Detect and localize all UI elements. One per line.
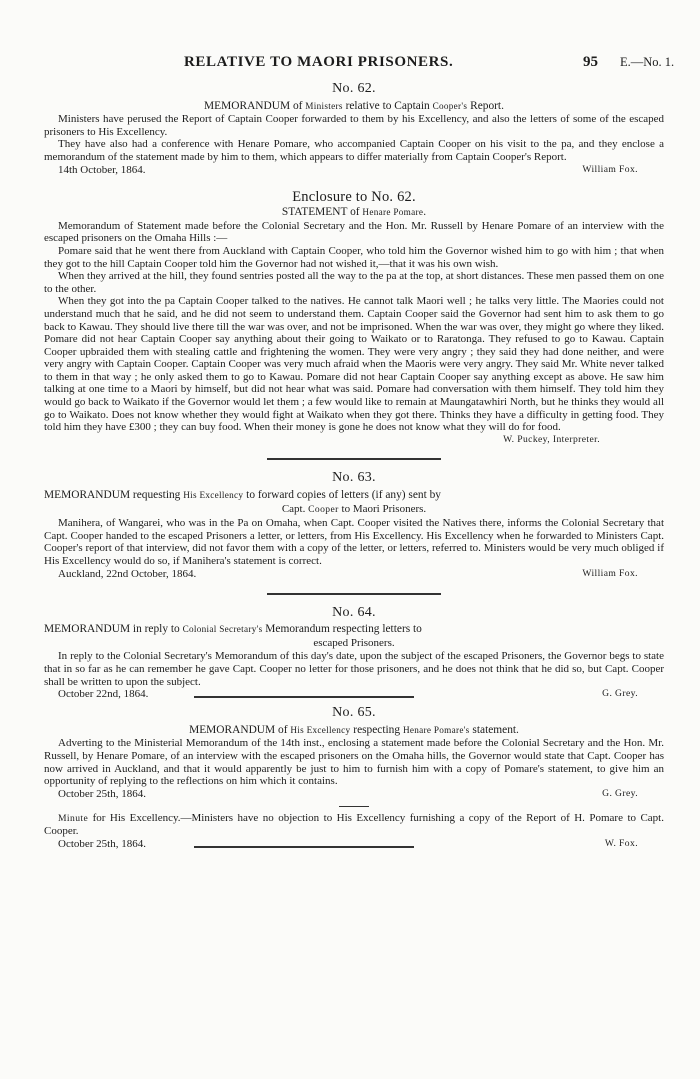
section-number: No. 65. xyxy=(332,705,376,721)
memo-date: October 22nd, 1864. xyxy=(58,688,149,701)
paragraph: When they arrived at the hill, they found sentries posted all the way to the pa at the top, at short distances. These men passed them on one to the other. xyxy=(44,270,664,295)
date-signature-row xyxy=(44,164,664,177)
section-heading: MEMORANDUM requesting His Excellency to forward copies of letters (if any) sent by xyxy=(44,489,442,502)
paragraph: Pomare said that he went there from Auckland with Captain Cooper, who told him the Governor wished him to go with him ; that when they got to the hill Captain Cooper told him the Governor had not wished it,—that it was his own wish. xyxy=(44,244,664,270)
date-signature-row xyxy=(44,568,664,581)
page-number: 95 xyxy=(583,54,598,70)
section-divider xyxy=(267,593,441,595)
memo-date: October 25th, 1864. xyxy=(58,787,146,800)
section-heading: STATEMENT of Henare Pomare. xyxy=(281,206,427,219)
section-no-65 xyxy=(44,707,664,801)
minute-text: for His Excellency.—Ministers have no objection to His Excellency furnishing a copy of the Report of H. Pomare to Capt. Cooper. xyxy=(44,811,664,838)
section-number: No. 64. xyxy=(332,604,376,620)
section-number: No. 62. xyxy=(332,81,376,96)
section-heading: MEMORANDUM of His Excellency respecting Henare Pomare's statement. xyxy=(189,723,519,736)
signature: W. Puckey, Interpreter. xyxy=(503,433,600,445)
signature: G. Grey. xyxy=(602,688,638,700)
section-subheading: Capt. Cooper to Maori Prisoners. xyxy=(281,502,427,515)
memo-date: Auckland, 22nd October, 1864. xyxy=(58,567,197,580)
paragraph: In reply to the Colonial Secretary's Memorandum of this day's date, upon the subject of the escaped Prisoners, the Governor begs to state that in so far as he can remember he gave Capt. Cooper no letter for those prisoners, and he does not think that he did so, but Capt. Cooper shall be written to upon the subject. xyxy=(44,650,664,688)
signature: William Fox. xyxy=(582,567,638,579)
paragraph: Ministers have perused the Report of Captain Cooper forwarded to them by his Excellency, and also the letters of some of the escaped prisoners to His Excellency. xyxy=(44,113,664,138)
signature: G. Grey. xyxy=(602,787,638,799)
memo-date: 14th October, 1864. xyxy=(58,163,146,176)
inline-divider xyxy=(194,696,414,698)
minute-divider xyxy=(339,806,369,807)
section-divider xyxy=(267,458,441,460)
date-signature-row xyxy=(44,838,664,851)
paragraph: When they got into the pa Captain Cooper talked to the natives. He cannot talk Maori well ; he talks very little. The Maories could not understand much that he said, and he did not seem to understand them. Captain Cooper said the Governor had sent him to ask them to go back to Kawau. They should live there till the war was over, and not be imprisoned. When the war was over, they might go where they liked. Pomare did not hear Captain Cooper say anything about their going to Waikato or to Raratonga. They refused to go to Kawau. Captain Cooper upbraided them with stealing cattle and frightening the women. They were very angry ; they said they had done neither, and were very angry with Captain Cooper. Captain Cooper was very much afraid when the Maoris were very angry. They said Mr. White never talked to them in that way ; he only asked them to go to Kawau. Pomare did not hear Captain Cooper say anything except as above. He saw him talking at one time to a Maori by himself, but did not hear what was said. Pomare had conversation with them himself. They told him they would go back to Waikato if the Governor would let them ; a few would like to remain at Maungatawhiri North, but he thinks they would all go to Waikato. Does not know whether they would fight at Waikato when they got there. Thinks they have a difficulty in getting food. They told him they have £300 ; they can buy food. When their money is gone he does not know what they will do for food. xyxy=(44,295,664,434)
section-no-63 xyxy=(44,472,664,580)
section-no-64 xyxy=(44,604,664,702)
minute-paragraph xyxy=(44,812,664,838)
minute-label: Minute xyxy=(58,812,89,824)
header-title: RELATIVE TO MAORI PRISONERS. xyxy=(184,54,454,70)
date-signature-row xyxy=(44,788,664,801)
section-heading: MEMORANDUM of Ministers relative to Captain Cooper's Report. xyxy=(204,99,504,112)
header-reference: E.—No. 1. xyxy=(620,55,675,69)
enclosure-title: Enclosure to No. 62. xyxy=(292,188,416,205)
paragraph: Memorandum of Statement made before the Colonial Secretary and the Hon. Mr. Russell by Henare Pomare of an interview with the escaped prisoners on the Omaha Hills :— xyxy=(44,219,664,245)
paragraph: Adverting to the Ministerial Memorandum of the 14th inst., enclosing a statement made before the Colonial Secretary and the Hon. Mr. Russell, by Henare Pomare, of an interview with the escaped prisoners on the Omaha hills, the Governor would state that Capt. Cooper has now arrived in Auckland, and that it would apparently be just to him to furnish him with a copy of Pomare's statement, to give him an opportunity of replying to the reflections on him which it contains. xyxy=(44,737,664,788)
page-content xyxy=(44,83,664,851)
section-enclosure-62 xyxy=(44,188,664,447)
memo-date: October 25th, 1864. xyxy=(58,837,146,850)
signature: W. Fox. xyxy=(604,837,638,849)
inline-divider xyxy=(194,846,414,848)
date-signature-row xyxy=(44,688,664,701)
section-minute xyxy=(44,812,664,851)
section-no-62 xyxy=(44,83,664,177)
running-header xyxy=(0,54,700,74)
section-number: No. 63. xyxy=(332,470,376,486)
paragraph: They have also had a conference with Henare Pomare, who accompanied Captain Cooper on his visit to the pa, and they enclose a memorandum of the statement made by him to them, which appears to differ materially from Captain Cooper's Report. xyxy=(44,138,664,163)
signature: William Fox. xyxy=(582,163,638,175)
section-heading: MEMORANDUM in reply to Colonial Secretary's Memorandum respecting letters to xyxy=(44,623,422,636)
section-subheading: escaped Prisoners. xyxy=(313,636,395,649)
paragraph: Manihera, of Wangarei, who was in the Pa on Omaha, when Capt. Cooper visited the Natives there, informs the Colonial Secretary that Capt. Cooper handed to the escaped Prisoners a letter, or letters, from His Excellency. His Excellency when he forwarded to Ministers Capt. Cooper's report of that interview, did not favor them with a copy of the letter, or letters, referred to. Ministers would be very much obliged if His Excellency would do so, if Manihera's statement is correct. xyxy=(44,517,664,567)
